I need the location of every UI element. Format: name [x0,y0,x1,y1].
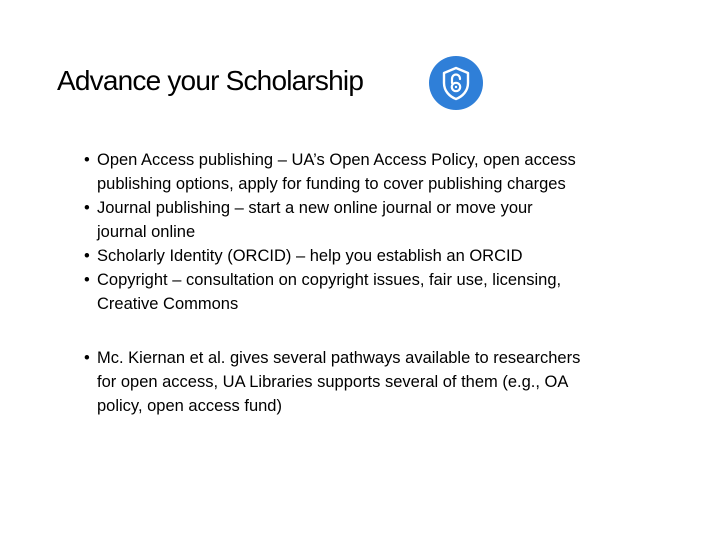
bullet-line: policy, open access fund) [97,397,282,415]
bullet-open-access [84,148,664,196]
bullet-scholarly-identity [84,244,664,268]
bullet-line: • Journal publishing – start a new online journal or move your [97,199,533,217]
open-access-lock-icon [428,55,484,111]
bullet-copyright [84,268,664,316]
bullet-pathways-note [84,346,664,418]
bullet-line: publishing options, apply for funding to cover publishing charges [97,175,566,193]
bullet-line: • Mc. Kiernan et al. gives several pathways available to researchers [97,349,581,367]
bullet-line: Creative Commons [97,295,239,313]
bullet-line: • Copyright – consultation on copyright issues, fair use, licensing, [97,271,562,289]
pathways-note-list [84,346,664,418]
bullet-line: • Open Access publishing – UA’s Open Access Policy, open access [97,151,576,169]
bullet-line: • Scholarly Identity (ORCID) – help you establish an ORCID [97,247,523,265]
slide-title: Advance your Scholarship [57,65,364,96]
service-bullet-list [84,148,664,316]
bullet-journal-publishing [84,196,664,244]
bullet-line: journal online [97,223,196,241]
bullet-line: for open access, UA Libraries supports several of them (e.g., OA [97,373,569,391]
